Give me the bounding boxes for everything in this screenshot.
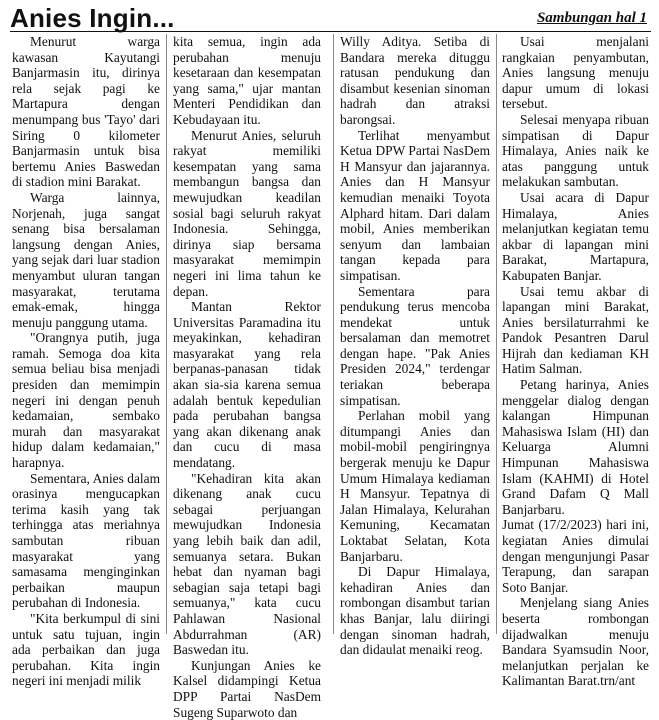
paragraph: Jumat (17/2/2023) hari ini, kegiatan Anies dimulai dengan mengunjungi Pasar Terapung, dan sarapan Soto Banjar. [502,517,649,595]
column-divider [333,34,334,634]
paragraph: Petang harinya, Anies menggelar dialog dengan kalangan Himpunan Mahasiswa Islam (HI) dan Keluarga Alumni Himpunan Mahasiswa Islam (KAHMI) di Hotel Grand Dafam Q Mall Banjarbaru. [502,377,649,517]
paragraph: Usai temu akbar di lapangan mini Barakat, Anies bersilaturrahmi ke Pandok Pesantren Darul Hijrah dan kediaman KH Hatim Salman. [502,283,649,377]
continued-from-label: Sambungan hal 1 [536,10,647,26]
paragraph: Kunjungan Anies ke Kalsel didampingi Ketua DPP Partai NasDem Sugeng Suparwoto dan [173,657,321,720]
paragraph: Di Dapur Himalaya, kehadiran Anies dan rombongan disambut tarian khas Banjar, lalu diiringi dengan sinoman hadrah, dan didaulat menaiki reog. [340,564,490,658]
article-column-2 [173,34,321,720]
paragraph: Sementara, Anies dalam orasinya mengucapkan terima kasih yang tak terhingga atas meriahnya sambutan ribuan masyarakat yang samasama menginginkan perbaikan maupun perubahan di Indonesia. [12,470,160,611]
paragraph: Menjelang siang Anies beserta rombongan dijadwalkan menuju Bandara Syamsudin Noor, melanjutkan perjalan ke Kalimantan Barat.trn/ant [502,595,649,689]
paragraph: Perlahan mobil yang ditumpangi Anies dan mobil-mobil pengiringnya bergerak menuju ke Dapur Umum Himalaya kediaman H Mansyur. Tepatnya di Jalan Himalaya, Kelurahan Kemuning, Kecamatan Loktabat Selatan, Kota Banjarbaru. [340,408,490,564]
article-headline: Anies Ingin... [10,3,175,33]
column-divider [166,34,167,634]
paragraph: Terlihat menyambut Ketua DPW Partai NasDem H Mansyur dan jajarannya. Anies dan H Mansyur kemudian menaiki Toyota Alphard hitam. Dari dalam mobil, Anies memberikan senyum dan lambaian tangan kepada para simpatisan. [340,127,490,283]
paragraph: Willy Aditya. Setiba di Bandara mereka dituggu ratusan pendukung dan disambut kesenian sinoman hadrah dan atraksi barongsai. [340,34,490,127]
paragraph: Warga lainnya, Norjenah, juga sangat senang bisa bersalaman langsung dengan Anies, yang sejak dari luar stadion menyambut uluran tangan masyarakat, terutama emak-emak, hingga menuju panggung utama. [12,189,160,330]
paragraph: Menurut Anies, seluruh rakyat memiliki kesempatan yang sama membangun bangsa dan mewujudkan keadilan sosial bagi seluruh rakyat Indonesia. Sehingga, dirinya siap bersama masyarakat memimpin negeri ini lima tahun ke depan. [173,127,321,299]
paragraph: "Kehadiran kita akan dikenang anak cucu sebagai perjuangan mewujudkan Indonesia yang lebih baik dan adil, semuanya setara. Bukan hebat dan nyaman bagi sebagian saja tetapi bagi semuanya," kata cucu Pahlawan Nasional Abdurrahman (AR) Baswedan itu. [173,470,321,658]
article-column-3 [340,34,490,658]
paragraph: Selesai menyapa ribuan simpatisan di Dapur Himalaya, Anies naik ke atas panggung untuk melakukan sambutan. [502,111,649,190]
paragraph: Menurut warga kawasan Kayutangi Banjarmasin itu, dirinya rela sejak pagi ke Martapura dengan menumpang bus 'Tayo' dari Siring 0 kilometer Banjarmasin untuk bisa bertemu Anies Baswedan di stadion mini Barakat. [12,34,160,190]
paragraph: "Orangnya putih, juga ramah. Semoga doa kita semua beliau bisa menjadi presiden dan memimpin negeri ini dengan penuh kedamaian, sembako murah dan masyarakat hidup dalam kedamaian," harapnya. [12,330,160,471]
paragraph: "Kita berkumpul di sini untuk satu tujuan, ingin ada perbaikan dan juga perubahan. Kita ingin negeri ini menjadi milik [12,610,160,689]
article-column-1 [12,34,160,689]
article-column-4 [502,34,649,689]
paragraph: Usai menjalani rangkaian penyambutan, Anies langsung menuju dapur umum di lokasi tersebut. [502,34,649,112]
paragraph: Mantan Rektor Universitas Paramadina itu meyakinkan, kehadiran masyarakat yang rela berpanas-panasan tidak akan sia-sia karena semua adalah bentuk kepedulian pada perubahan bangsa yang akan dikenang anak dan cucu di masa mendatang. [173,299,321,471]
header-rule [10,31,651,32]
paragraph: Sementara para pendukung terus mencoba mendekat untuk bersalaman dan memotret dengan hape. "Pak Anies Presiden 2024," terdengar teriakan beberapa simpatisan. [340,283,490,408]
column-divider [496,34,497,634]
paragraph: kita semua, ingin ada perubahan menuju kesetaraan dan kesempatan yang sama," ujar mantan Menteri Pendidikan dan Kebudayaan itu. [173,34,321,127]
paragraph: Usai acara di Dapur Himalaya, Anies melanjutkan kegiatan temu akbar di lapangan mini Barakat, Martapura, Kabupaten Banjar. [502,189,649,283]
